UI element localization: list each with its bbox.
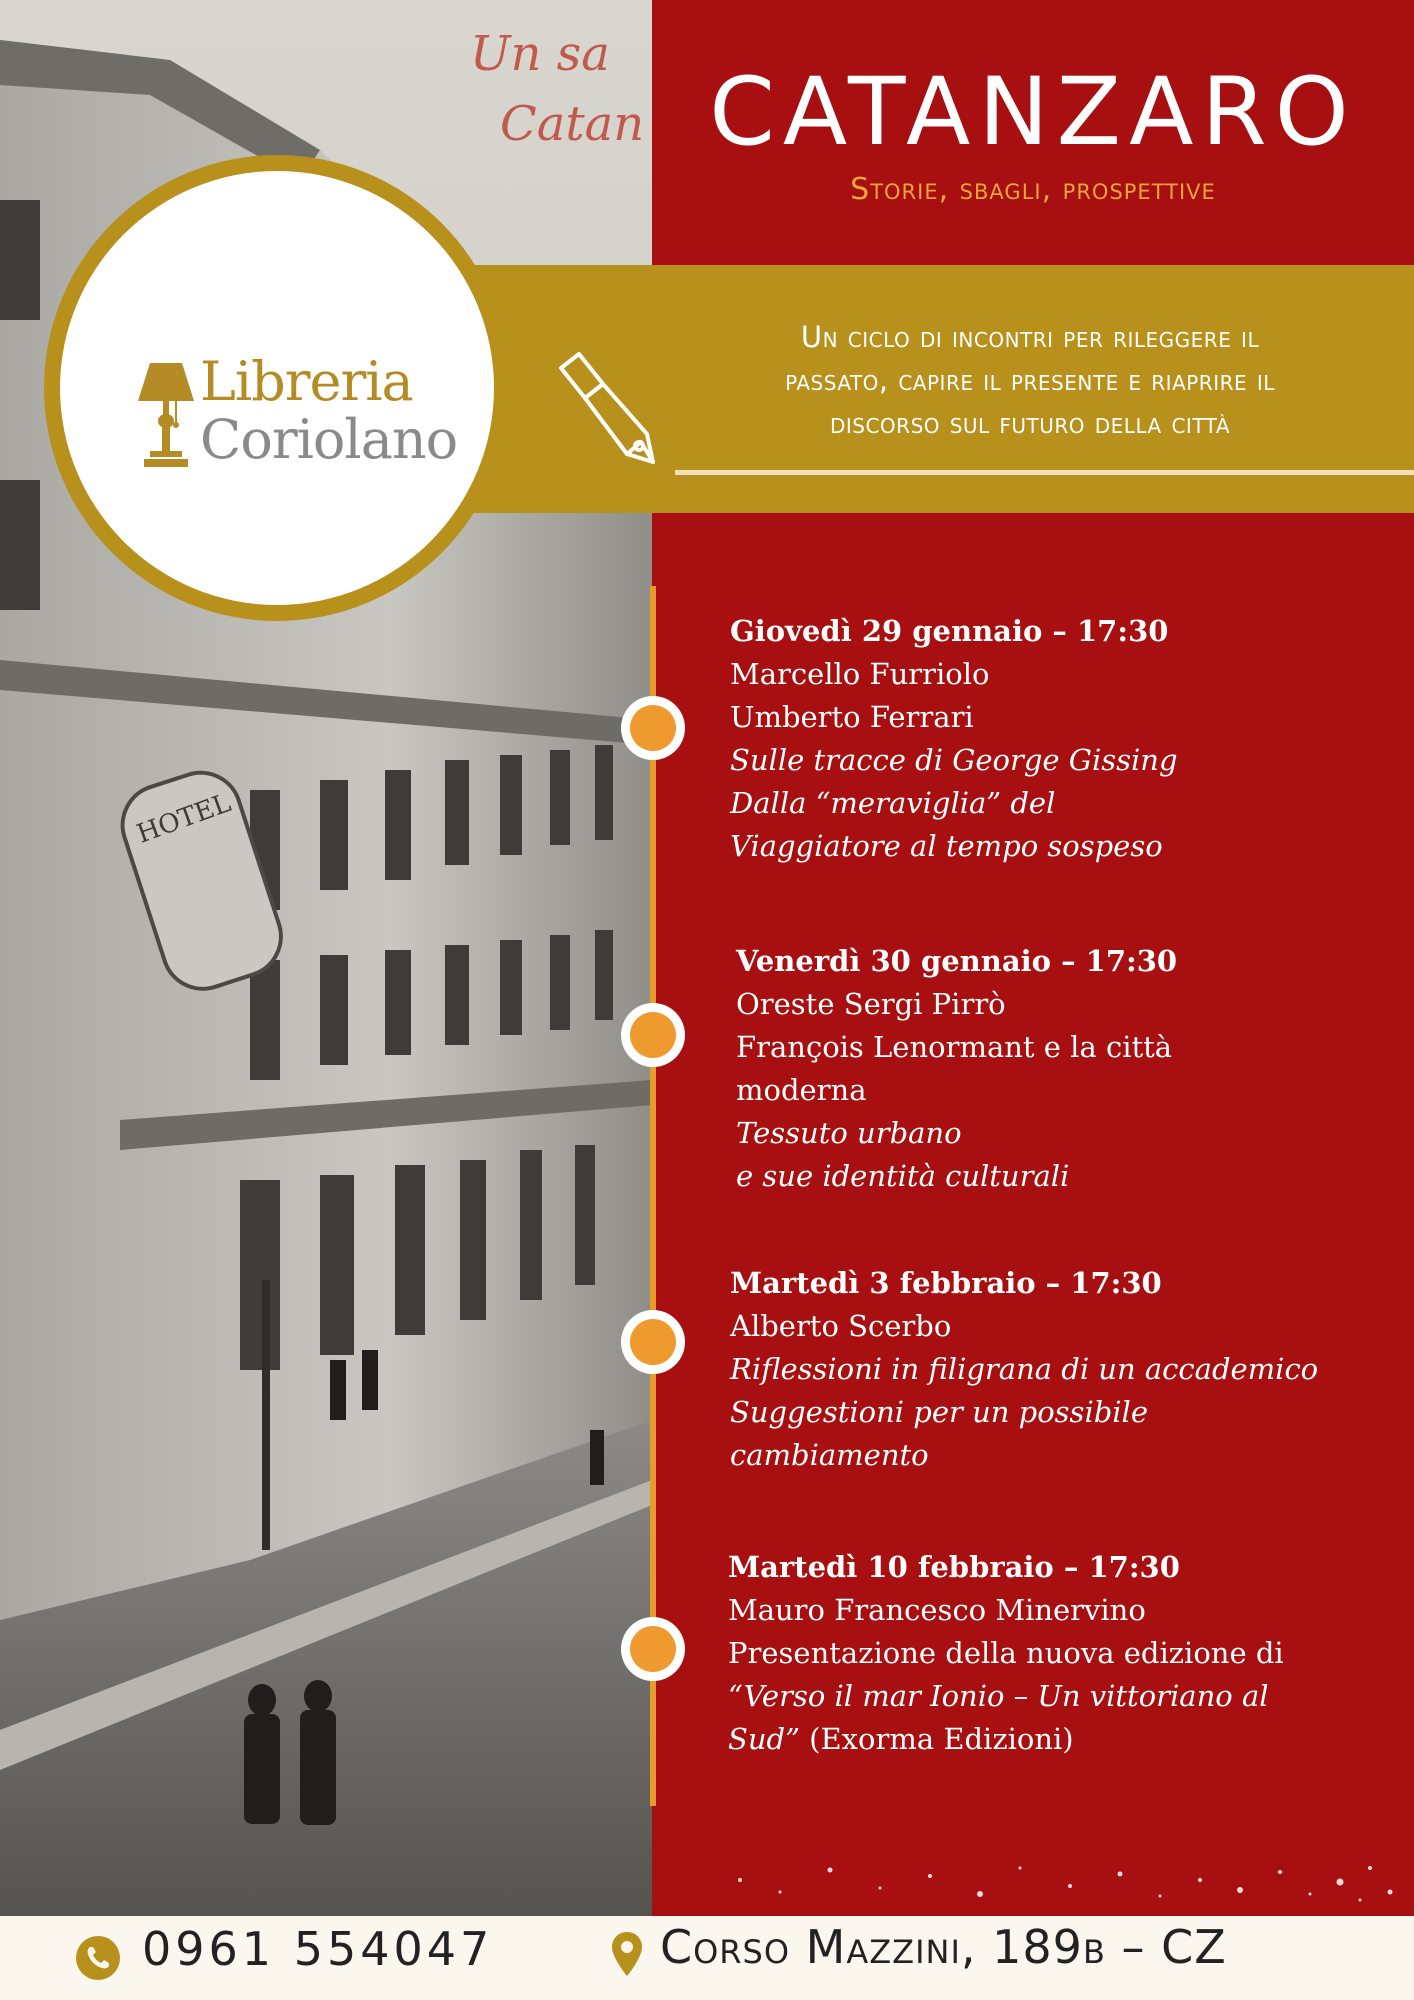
event-date: Venerdì 30 gennaio – 17:30 — [736, 944, 1178, 978]
hotel-sign-text: HOTEL — [132, 788, 235, 850]
timeline-dot — [621, 1617, 685, 1681]
event-title: François Lenormant e la città — [736, 1030, 1173, 1064]
event-topic: e sue identità culturali — [736, 1159, 1070, 1193]
map-pin-icon — [610, 1930, 644, 1978]
logo-badge — [44, 155, 510, 621]
event-speaker: Mauro Francesco Minervino — [728, 1593, 1146, 1627]
event-topic: Viaggiatore al tempo sospeso — [730, 829, 1163, 863]
event-publisher: (Exorma Edizioni) — [799, 1722, 1074, 1756]
event-topic: Riflessioni in filigrana di un accademico — [730, 1352, 1319, 1386]
event-speaker: Marcello Furriolo — [730, 657, 990, 691]
event-topic: Tessuto urbano — [736, 1116, 962, 1150]
event-topic: Sud” — [728, 1722, 800, 1756]
event-3 — [730, 1262, 1318, 1477]
event-topic: Suggestioni per un possibile — [730, 1395, 1148, 1429]
event-title: Presentazione della nuova edizione di — [728, 1636, 1284, 1670]
band-divider — [675, 470, 1414, 475]
event-speaker: Oreste Sergi Pirrò — [736, 987, 1006, 1021]
logo-inner — [60, 171, 494, 605]
intro-line-2: passato, capire il presente e riaprire il — [785, 363, 1275, 397]
event-4 — [728, 1546, 1284, 1761]
page-title: CATANZARO — [709, 58, 1357, 167]
logo-line-2: Coriolano — [200, 408, 458, 471]
timeline-dot — [621, 1310, 685, 1374]
handwriting-line-2: Catan — [500, 96, 645, 152]
intro-line-1: Un ciclo di incontri per rileggere il — [800, 320, 1260, 354]
event-speaker: Umberto Ferrari — [730, 700, 974, 734]
intro-line-3: discorso sul futuro della città — [829, 406, 1231, 440]
page-subtitle: Storie, sbagli, prospettive — [850, 172, 1216, 207]
fountain-pen-icon — [555, 350, 665, 468]
event-speaker: Alberto Scerbo — [730, 1309, 952, 1343]
lamp-icon — [136, 361, 196, 471]
event-date: Giovedì 29 gennaio – 17:30 — [730, 614, 1169, 648]
intro-text — [660, 316, 1400, 445]
event-date: Martedì 3 febbraio – 17:30 — [730, 1266, 1162, 1300]
event-topic: Dalla “meraviglia” del — [730, 786, 1056, 820]
timeline-dot — [621, 696, 685, 760]
logo-wordmark — [200, 350, 458, 471]
event-title: moderna — [736, 1073, 867, 1107]
address[interactable]: Corso Mazzini, 189b – CZ — [660, 1920, 1227, 1974]
phone-number[interactable]: 0961 554047 — [142, 1922, 494, 1976]
event-1 — [730, 610, 1178, 868]
logo-line-1: Libreria — [200, 350, 413, 413]
phone-icon — [76, 1936, 120, 1980]
event-topic: Sulle tracce di George Gissing — [730, 743, 1178, 777]
event-date: Martedì 10 febbraio – 17:30 — [728, 1550, 1180, 1584]
event-topic: cambiamento — [730, 1438, 929, 1472]
event-topic-line — [728, 1718, 1284, 1761]
event-2 — [736, 940, 1177, 1198]
timeline-dot — [621, 1003, 685, 1067]
paint-splatter-decoration — [720, 1850, 1410, 1910]
handwriting-line-1: Un sa — [470, 26, 610, 82]
event-topic: “Verso il mar Ionio – Un vittoriano al — [728, 1679, 1269, 1713]
